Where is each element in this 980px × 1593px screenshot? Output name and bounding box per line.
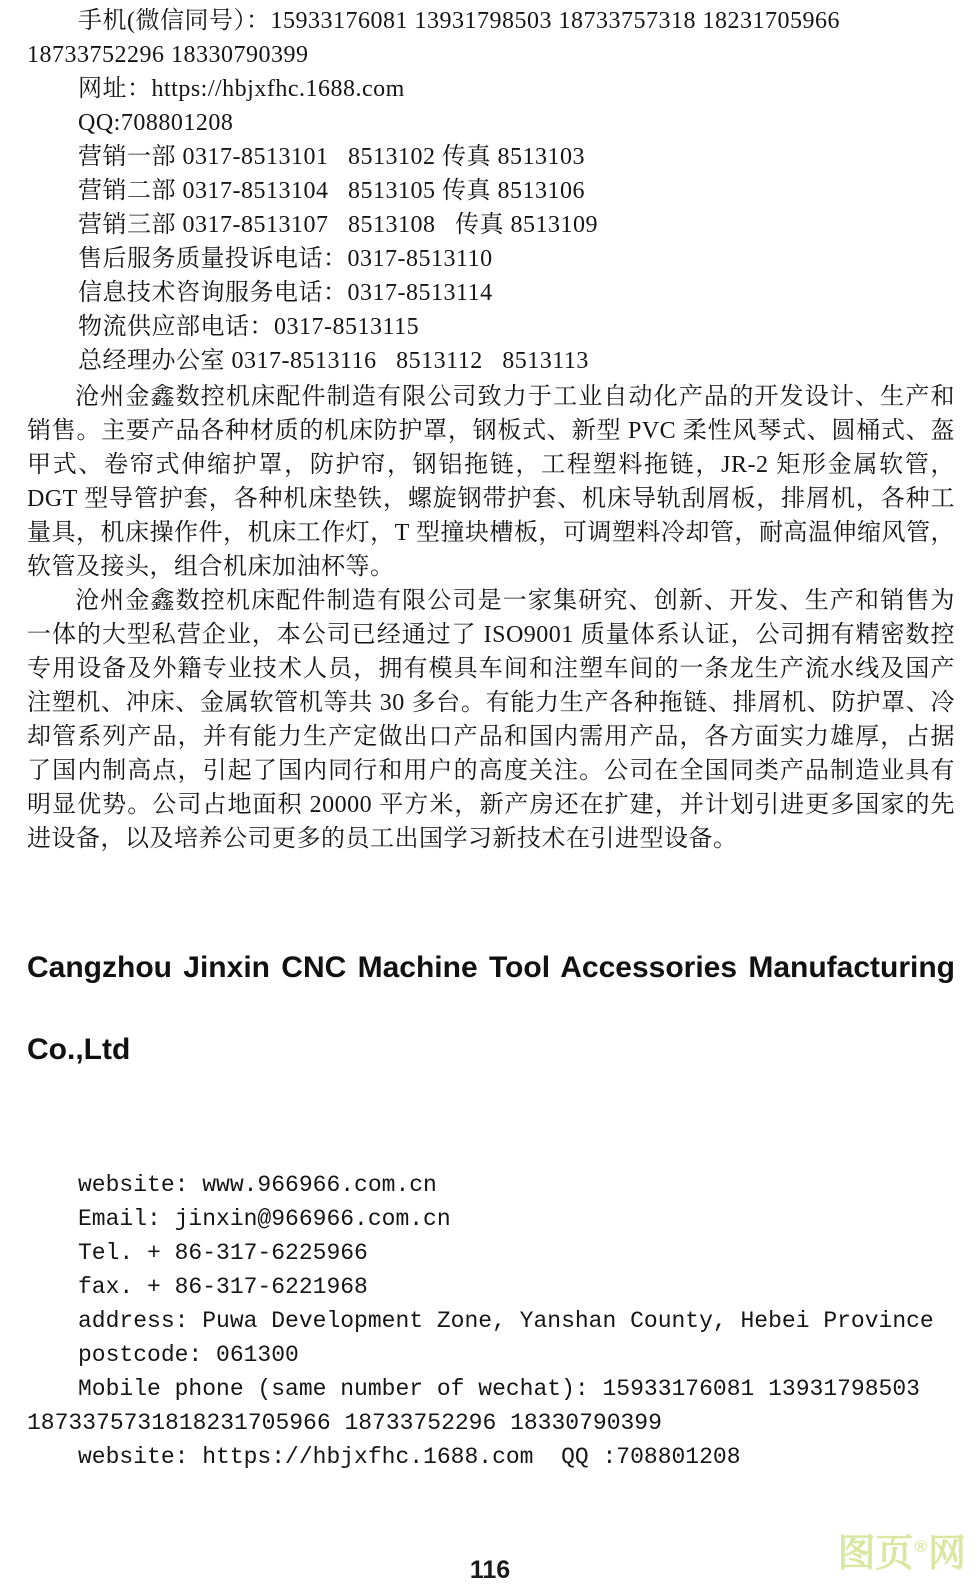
watermark-text-left: 图页 [837, 1533, 914, 1575]
watermark-text-right: 网 [927, 1533, 966, 1575]
contact-line-cn: 营销三部 0317-8513107 8513108 传真 8513109 [78, 212, 598, 238]
contact-line-cn: 18733752296 18330790399 [27, 42, 309, 68]
contact-line-en: postcode: 061300 [78, 1342, 299, 1368]
page-number: 116 [469, 1556, 511, 1584]
contact-line-en: 1873375731818231705966 18733752296 18330790399 [27, 1410, 662, 1436]
company-paragraph: 沧州金鑫数控机床配件制造有限公司致力于工业自动化产品的开发设计、生产和销售。主要产品各种材质的机床防护罩，钢板式、新型 PVC 柔性风琴式、圆桶式、盔甲式、卷帘式伸缩护罩，防护帘，钢铝拖链，工程塑料拖链，JR-2 矩形金属软管，DGT 型导管护套，各种机床垫铁，螺旋钢带护套、机床导轨刮屑板，排屑机，各种工量具，机床操作件，机床工作灯，T 型撞块槽板，可调塑料冷却管，耐高温伸缩风管，软管及接头，组合机床加油杯等。 [27, 384, 955, 580]
contact-line-en: website: www.966966.com.cn [78, 1172, 437, 1198]
company-name-en-line2: Co.,Ltd [27, 1033, 131, 1066]
contact-line-cn: 总经理办公室 0317-8513116 8513112 8513113 [78, 348, 589, 374]
contact-line-cn: 网址：https://hbjxfhc.1688.com [78, 76, 405, 102]
contact-line-en: Tel. + 86-317-6225966 [78, 1240, 368, 1266]
contact-line-cn: 手机(微信同号）：15933176081 13931798503 18733757318 18231705966 [78, 8, 840, 34]
contact-line-cn: 信息技术咨询服务电话：0317-8513114 [78, 280, 493, 306]
registered-trademark-icon: ® [914, 1537, 927, 1557]
contact-line-en: address: Puwa Development Zone, Yanshan County, Hebei Province [78, 1308, 934, 1334]
contact-line-cn: 营销一部 0317-8513101 8513102 传真 8513103 [78, 144, 585, 170]
contact-line-cn: 营销二部 0317-8513104 8513105 传真 8513106 [78, 178, 585, 204]
contact-info-en-section [27, 1168, 955, 1474]
contact-info-cn-section [27, 4, 955, 378]
contact-line-en: fax. + 86-317-6221968 [78, 1274, 368, 1300]
contact-line-cn: 售后服务质量投诉电话：0317-8513110 [78, 246, 493, 272]
contact-line-en: Mobile phone (same number of wechat): 15933176081 13931798503 [78, 1376, 920, 1402]
company-paragraph: 沧州金鑫数控机床配件制造有限公司是一家集研究、创新、开发、生产和销售为一体的大型私营企业，本公司已经通过了 ISO9001 质量体系认证，公司拥有精密数控专用设备及外籍专业技术人员，拥有模具车间和注塑车间的一条龙生产流水线及国产注塑机、冲床、金属软管机等共 30 多台。有能力生产各种拖链、排屑机、防护罩、冷却管系列产品，并有能力生产定做出口产品和国内需用产品，各方面实力雄厚，占据了国内制高点，引起了国内同行和用户的高度关注。公司在全国同类产品制造业具有明显优势。公司占地面积 20000 平方米，新产房还在扩建，并计划引进更多国家的先进设备，以及培养公司更多的员工出国学习新技术在引进型设备。 [27, 588, 955, 852]
contact-line-cn: QQ:708801208 [78, 110, 234, 136]
company-intro-section [27, 380, 955, 856]
contact-line-en: Email: jinxin@966966.com.cn [78, 1206, 451, 1232]
watermark-logo [837, 1532, 966, 1576]
contact-line-cn: 物流供应部电话：0317-8513115 [78, 314, 420, 340]
contact-line-en: website: https://hbjxfhc.1688.com QQ :708801208 [78, 1444, 741, 1470]
company-name-en-line1: Cangzhou Jinxin CNC Machine Tool Accessories Manufacturing [27, 951, 955, 984]
